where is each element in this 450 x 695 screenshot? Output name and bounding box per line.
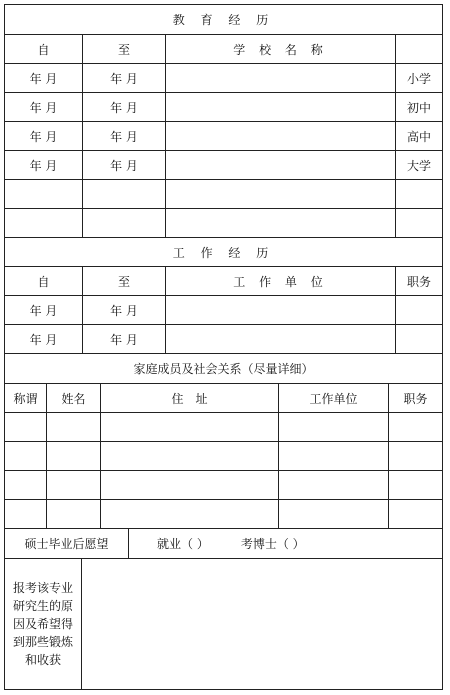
family-unit-field[interactable] <box>279 471 389 499</box>
reason-field[interactable] <box>83 559 442 689</box>
work-title-row <box>5 238 442 267</box>
family-title-row <box>5 354 442 384</box>
education-header-level <box>396 35 442 63</box>
education-row <box>5 151 442 180</box>
education-to-field[interactable]: 年 月 <box>83 93 166 121</box>
family-header-unit: 工作单位 <box>279 384 389 412</box>
family-relation-field[interactable] <box>5 471 47 499</box>
family-title: 家庭成员及社会关系（尽量详细） <box>133 362 314 376</box>
work-header-from: 自 <box>5 267 83 295</box>
education-header-row <box>5 35 442 64</box>
education-to-field[interactable]: 年 月 <box>83 64 166 92</box>
education-row-empty <box>5 180 442 209</box>
family-header-relation: 称谓 <box>5 384 47 412</box>
education-school-field[interactable] <box>166 64 396 92</box>
family-unit-field[interactable] <box>279 500 389 528</box>
education-row <box>5 64 442 93</box>
work-from-field[interactable]: 年 月 <box>5 325 83 353</box>
education-school-field[interactable] <box>166 122 396 150</box>
education-from-field[interactable]: 年 月 <box>5 64 83 92</box>
reason-label: 报考该专业研究生的原因及希望得到那些锻炼和收获 <box>5 559 82 689</box>
education-header-to: 至 <box>83 35 166 63</box>
family-unit-field[interactable] <box>279 413 389 441</box>
family-name-field[interactable] <box>47 413 101 441</box>
family-relation-field[interactable] <box>5 413 47 441</box>
work-title: 工 作 经 历 <box>172 245 275 260</box>
family-relation-field[interactable] <box>5 500 47 528</box>
education-to-field[interactable] <box>83 180 166 208</box>
family-row <box>5 442 442 471</box>
family-row <box>5 500 442 529</box>
reason-row <box>5 559 442 689</box>
work-row <box>5 325 442 354</box>
wish-option-employment[interactable]: 就业（ ） <box>157 537 209 551</box>
education-header-school: 学 校 名 称 <box>166 35 396 63</box>
family-address-field[interactable] <box>101 413 279 441</box>
work-header-unit: 工 作 单 位 <box>166 267 396 295</box>
family-address-field[interactable] <box>101 471 279 499</box>
family-header-row <box>5 384 442 413</box>
wish-options <box>129 529 442 558</box>
work-unit-field[interactable] <box>166 325 396 353</box>
education-level-field[interactable] <box>396 180 442 208</box>
wish-option-phd[interactable]: 考博士（ ） <box>240 537 305 551</box>
family-relation-field[interactable] <box>5 442 47 470</box>
wish-label: 硕士毕业后愿望 <box>5 529 129 558</box>
family-position-field[interactable] <box>389 471 442 499</box>
family-address-field[interactable] <box>101 442 279 470</box>
education-from-field[interactable]: 年 月 <box>5 151 83 179</box>
education-title: 教 育 经 历 <box>172 13 275 27</box>
education-school-field[interactable] <box>166 180 396 208</box>
education-level-field[interactable] <box>396 209 442 237</box>
education-from-field[interactable]: 年 月 <box>5 122 83 150</box>
wish-row <box>5 529 442 559</box>
family-unit-field[interactable] <box>279 442 389 470</box>
work-position-field[interactable] <box>396 325 442 353</box>
family-name-field[interactable] <box>47 442 101 470</box>
family-header-address: 住 址 <box>101 384 279 412</box>
family-name-field[interactable] <box>47 500 101 528</box>
education-row-empty <box>5 209 442 238</box>
family-position-field[interactable] <box>389 442 442 470</box>
education-school-field[interactable] <box>166 151 396 179</box>
education-row <box>5 93 442 122</box>
work-unit-field[interactable] <box>166 296 396 324</box>
education-school-field[interactable] <box>166 209 396 237</box>
work-to-field[interactable]: 年 月 <box>83 325 166 353</box>
education-from-field[interactable] <box>5 180 83 208</box>
family-header-position: 职务 <box>403 391 428 406</box>
family-row <box>5 471 442 500</box>
family-name-field[interactable] <box>47 471 101 499</box>
family-address-field[interactable] <box>101 500 279 528</box>
education-level: 初中 <box>406 100 431 115</box>
family-position-field[interactable] <box>389 413 442 441</box>
education-to-field[interactable] <box>83 209 166 237</box>
family-position-field[interactable] <box>389 500 442 528</box>
education-to-field[interactable]: 年 月 <box>83 122 166 150</box>
family-row <box>5 413 442 442</box>
education-title-row <box>5 5 442 35</box>
work-header-to: 至 <box>83 267 166 295</box>
work-position-field[interactable] <box>396 296 442 324</box>
education-from-field[interactable]: 年 月 <box>5 93 83 121</box>
work-row <box>5 296 442 325</box>
application-form <box>4 4 443 690</box>
work-to-field[interactable]: 年 月 <box>83 296 166 324</box>
education-to-field[interactable]: 年 月 <box>83 151 166 179</box>
work-header-row <box>5 267 442 296</box>
education-header-from: 自 <box>5 35 83 63</box>
education-level: 高中 <box>406 129 431 144</box>
work-header-position: 职务 <box>406 274 431 289</box>
education-level: 小学 <box>406 71 431 86</box>
education-level: 大学 <box>406 158 431 173</box>
family-header-name: 姓名 <box>47 384 101 412</box>
work-from-field[interactable]: 年 月 <box>5 296 83 324</box>
education-row <box>5 122 442 151</box>
education-from-field[interactable] <box>5 209 83 237</box>
education-school-field[interactable] <box>166 93 396 121</box>
